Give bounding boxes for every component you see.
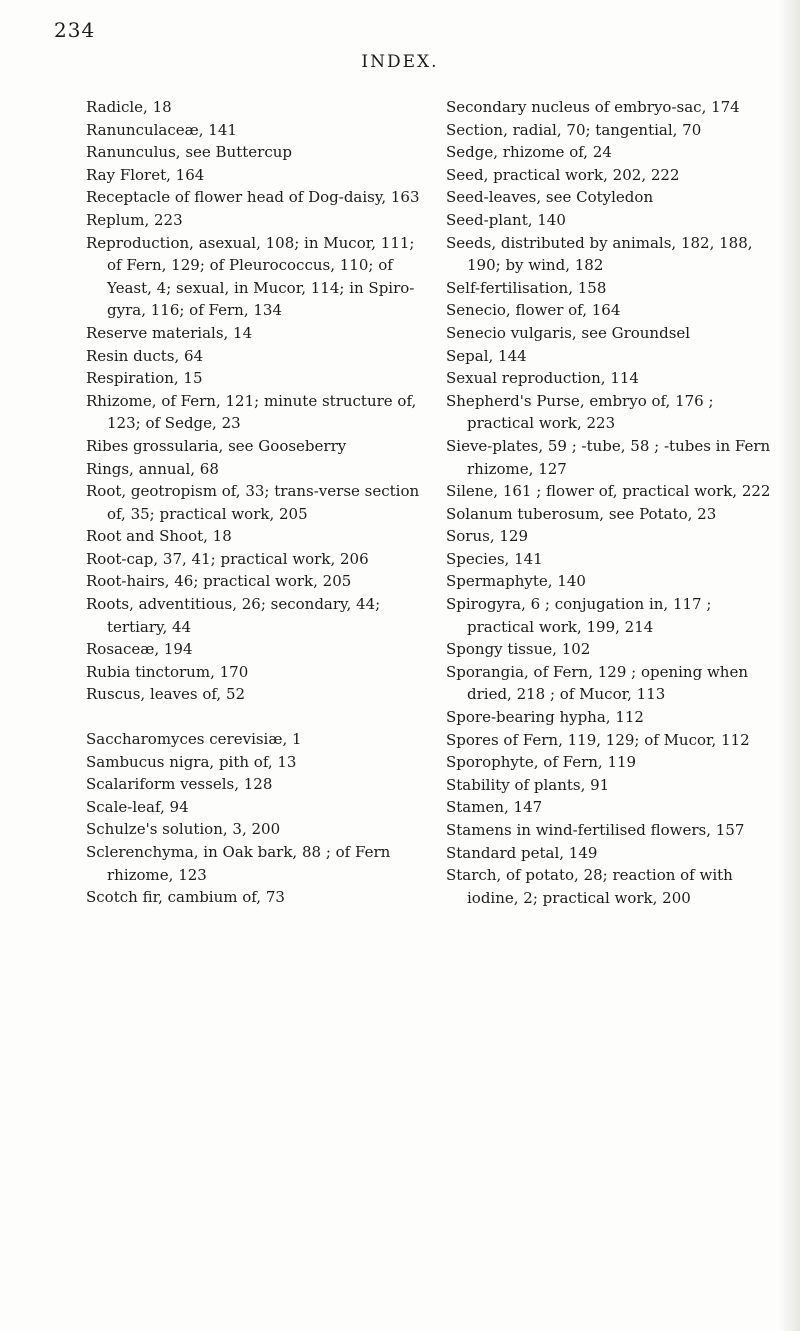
index-entry: Sieve-plates, 59 ; -tube, 58 ; -tubes in Fern rhizome, 127 xyxy=(446,436,771,478)
index-entry: Standard petal, 149 xyxy=(446,843,598,862)
index-entry: Roots, adventitious, 26; secondary, 44; tertiary, 44 xyxy=(86,595,381,636)
index-entry: Sorus, 129 xyxy=(446,527,529,546)
index-entry: Ray Floret, 164 xyxy=(86,165,205,184)
index-entry: Seed-leaves, see Cotyledon xyxy=(446,188,654,207)
index-entry: Solanum tuberosum, see Potato, 23 xyxy=(446,504,717,523)
index-entry: Reproduction, asexual, 108; in Mucor, 111; of Fern, 129; of Pleurococcus, 110; of Yeast, 4; sexual, in Mucor, 114; in Spiro-gyra, 116; of Fern, 134 xyxy=(86,233,415,320)
index-entry: Scotch fir, cambium of, 73 xyxy=(86,888,285,907)
index-entry: Sporangia, of Fern, 129 ; opening when dried, 218 ; of Mucor, 113 xyxy=(446,662,748,704)
index-entry: Ribes grossularia, see Gooseberry xyxy=(86,436,347,455)
index-entry: Seed, practical work, 202, 222 xyxy=(446,165,680,184)
index-entry: Starch, of potato, 28; reaction of with iodine, 2; practical work, 200 xyxy=(446,866,733,907)
index-entry: Spongy tissue, 102 xyxy=(446,640,591,659)
index-entry: Resin ducts, 64 xyxy=(86,346,204,365)
index-entry: Self-fertilisation, 158 xyxy=(446,278,607,297)
index-entry: Stamen, 147 xyxy=(446,798,543,817)
index-entry: Scalariform vessels, 128 xyxy=(86,775,273,794)
index-entry: Ranunculaceæ, 141 xyxy=(86,120,237,139)
index-entry: Species, 141 xyxy=(446,549,543,568)
index-entry: Sepal, 144 xyxy=(446,346,527,365)
index-entry: Sedge, rhizome of, 24 xyxy=(446,143,612,162)
index-entry: Spores of Fern, 119, 129; of Mucor, 112 xyxy=(446,730,750,749)
index-entry: Seeds, distributed by animals, 182, 188, 190; by wind, 182 xyxy=(446,233,753,275)
index-entry: Senecio vulgaris, see Groundsel xyxy=(446,323,691,342)
index-entry: Reserve materials, 14 xyxy=(86,323,253,342)
index-entry: Rubia tinctorum, 170 xyxy=(86,662,249,681)
index-entry: Rhizome, of Fern, 121; minute structure of, 123; of Sedge, 23 xyxy=(86,391,417,433)
index-entry: Sclerenchyma, in Oak bark, 88 ; of Fern rhizome, 123 xyxy=(86,843,391,884)
index-entry: Spirogyra, 6 ; conjugation in, 117 ; practical work, 199, 214 xyxy=(446,595,712,636)
index-entry: Spore-bearing hypha, 112 xyxy=(446,708,644,727)
page-title: INDEX. xyxy=(361,52,439,72)
index-entry: Root, geotropism of, 33; trans-verse section of, 35; practical work, 205 xyxy=(86,482,420,523)
index-entry: Secondary nucleus of embryo-sac, 174 xyxy=(446,98,740,116)
index-column-right xyxy=(446,96,782,909)
index-entry: Radicle, 18 xyxy=(86,98,172,116)
index-entry: Silene, 161 ; flower of, practical work, 222 xyxy=(446,482,771,501)
index-entry: Sporophyte, of Fern, 119 xyxy=(446,753,637,772)
index-entry: Respiration, 15 xyxy=(86,369,203,388)
index-entry: Sambucus nigra, pith of, 13 xyxy=(86,752,297,771)
index-entry: Rosaceæ, 194 xyxy=(86,640,193,659)
index-entry: Section, radial, 70; tangential, 70 xyxy=(446,120,702,139)
index-entry: Senecio, flower of, 164 xyxy=(446,301,621,320)
index-entry: Spermaphyte, 140 xyxy=(446,572,586,591)
index-entry: Root-cap, 37, 41; practical work, 206 xyxy=(86,549,369,568)
index-entry: Schulze's solution, 3, 200 xyxy=(86,820,281,839)
index-entry: Root-hairs, 46; practical work, 205 xyxy=(86,572,352,591)
index-entry: Shepherd's Purse, embryo of, 176 ; practical work, 223 xyxy=(446,391,714,433)
index-entry: Seed-plant, 140 xyxy=(446,210,566,229)
index-column-left xyxy=(86,96,426,909)
index-entry: Scale-leaf, 94 xyxy=(86,797,189,816)
index-entry: Saccharomyces cerevisiæ, 1 xyxy=(86,730,302,749)
index-entry: Replum, 223 xyxy=(86,210,183,229)
index-entry: Receptacle of flower head of Dog-daisy, 163 xyxy=(86,188,420,207)
index-entry: Ranunculus, see Buttercup xyxy=(86,143,292,162)
index-entry: Ruscus, leaves of, 52 xyxy=(86,685,246,704)
index-entry: Stamens in wind-fertilised flowers, 157 xyxy=(446,821,745,839)
index-entry: Root and Shoot, 18 xyxy=(86,527,232,546)
index-entry: Sexual reproduction, 114 xyxy=(446,369,639,388)
page-number: 234 xyxy=(54,18,96,42)
index-entry: Rings, annual, 68 xyxy=(86,459,219,478)
index-entry: Stability of plants, 91 xyxy=(446,775,610,794)
